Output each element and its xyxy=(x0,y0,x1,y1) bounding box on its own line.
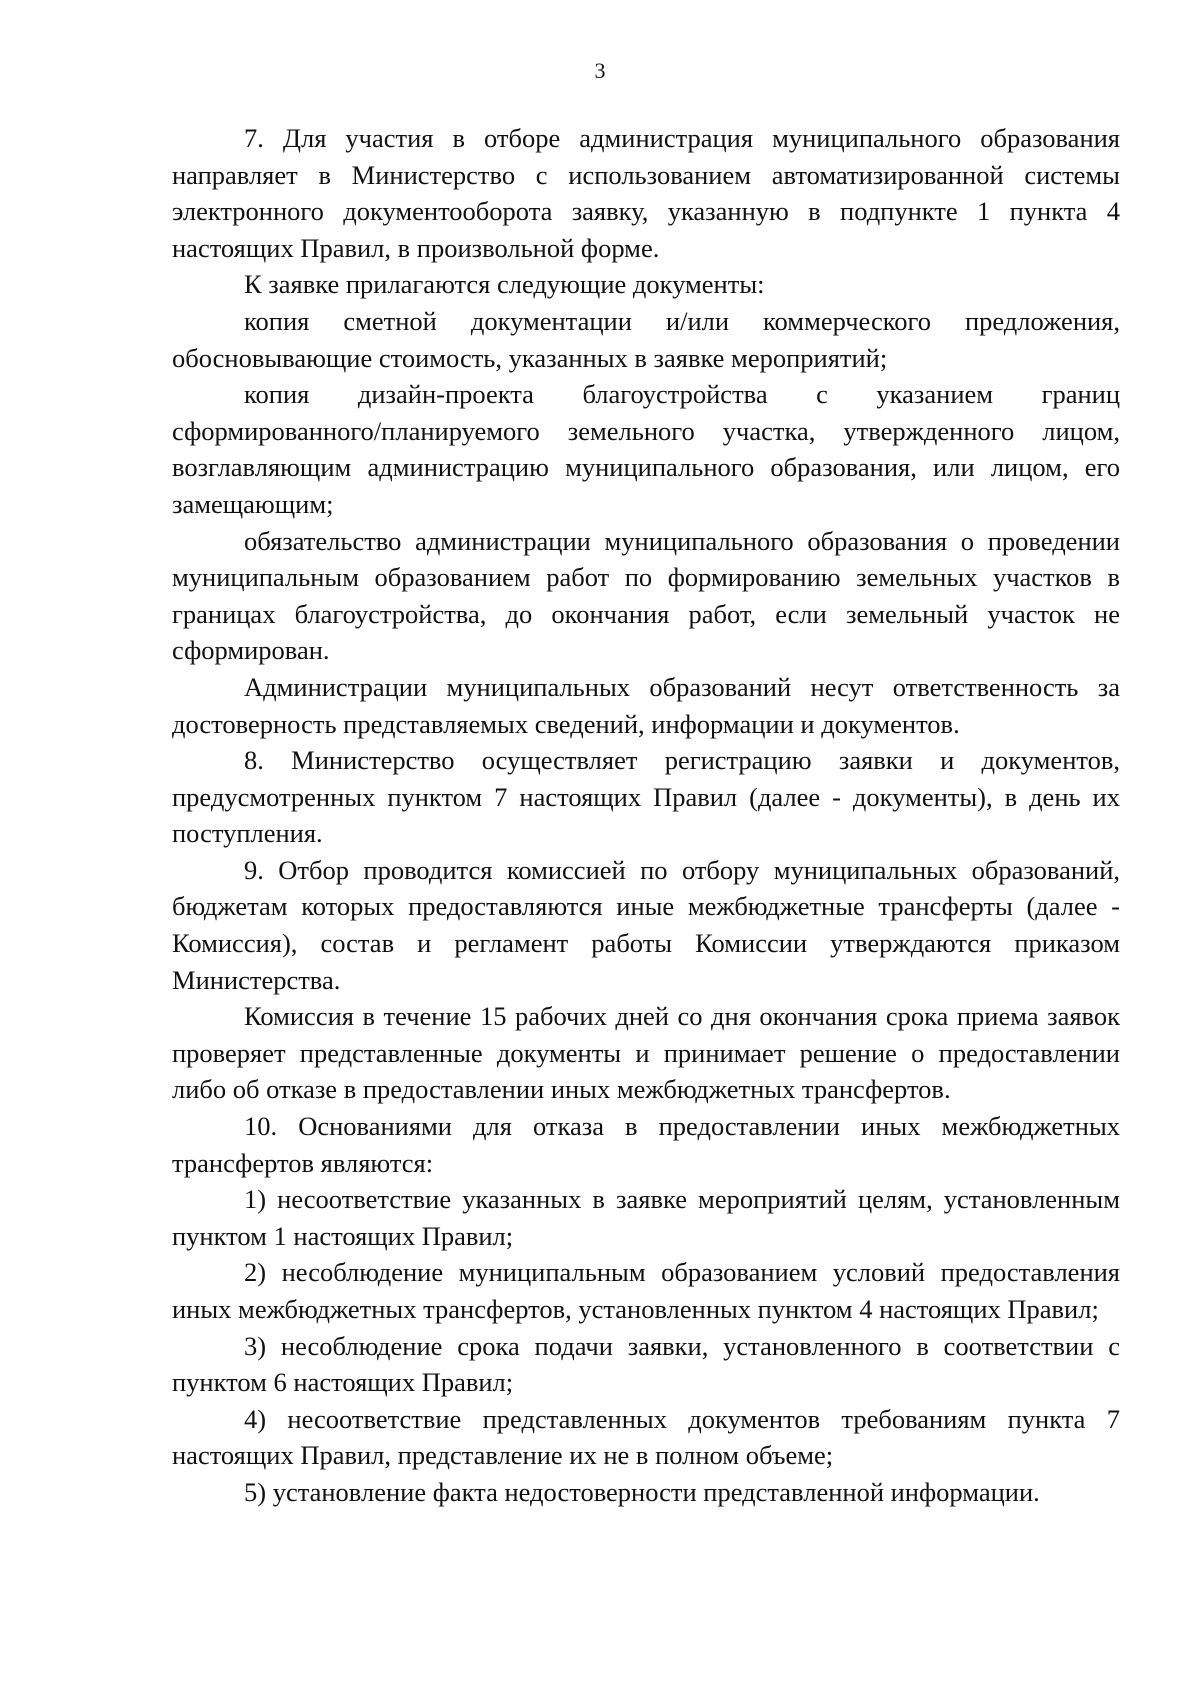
attachment-design-project: копия дизайн-проекта благоустройства с указанием границ сформированного/планируемого земельного участка, утвержденного лицом, возглавляющим администрацию муниципального образования, или лицом, его замещающим; xyxy=(172,379,1120,519)
attachment-estimate-copy: копия сметной документации и/или коммерческого предложения, обосновывающие стоимость, указанных в заявке мероприятий; xyxy=(172,305,1120,373)
paragraph-9: 9. Отбор проводится комиссией по отбору муниципальных образований, бюджетам которых предоставляются иные межбюджетные трансферты (далее - Комиссия), состав и регламент работы Комиссии утверждаются приказом Министерства. xyxy=(172,854,1120,995)
refusal-ground-1: 1) несоответствие указанных в заявке мероприятий целям, установленным пунктом 1 настоящих Правил; xyxy=(172,1184,1120,1251)
refusal-ground-5: 5) установление факта недостоверности представленной информации. xyxy=(244,1476,1040,1507)
attachment-obligation: обязательство администрации муниципального образования о проведении муниципальным образованием работ по формированию земельных участков в границах благоустройства, до окончания работ, если земельный участок не сформирован. xyxy=(172,525,1120,666)
paragraph-attachments-intro: К заявке прилагаются следующие документы: xyxy=(244,269,765,300)
refusal-ground-2: 2) несоблюдение муниципальным образованием условий предоставления иных межбюджетных трансфертов, установленных пунктом 4 настоящих Правил; xyxy=(172,1257,1120,1324)
paragraph-responsibility: Администрации муниципальных образований несут ответственность за достоверность представляемых сведений, информации и документов. xyxy=(172,671,1120,739)
paragraph-8: 8. Министерство осуществляет регистрацию заявки и документов, предусмотренных пунктом 7 настоящих Правил (далее - документы), в день их поступления. xyxy=(172,745,1120,849)
paragraph-7: 7. Для участия в отборе администрация муниципального образования направляет в Министерство с использованием автоматизированной системы электронного документооборота заявку, указанную в подпункте 1 пункта 4 настоящих Правил, в произвольной форме. xyxy=(172,123,1120,263)
paragraph-commission: Комиссия в течение 15 рабочих дней со дня окончания срока приема заявок проверяет представленные документы и принимает решение о предоставлении либо об отказе в предоставлении иных межбюджетных трансфертов. xyxy=(172,1001,1120,1105)
page-number: 3 xyxy=(594,58,606,83)
document-body xyxy=(172,120,1120,1511)
refusal-ground-3: 3) несоблюдение срока подачи заявки, установленного в соответствии с пунктом 6 настоящих Правил; xyxy=(172,1330,1120,1398)
refusal-ground-4: 4) несоответствие представленных документов требованиям пункта 7 настоящих Правил, представление их не в полном объеме; xyxy=(172,1403,1120,1471)
paragraph-10: 10. Основаниями для отказа в предоставлении иных межбюджетных трансфертов являются: xyxy=(172,1111,1120,1178)
